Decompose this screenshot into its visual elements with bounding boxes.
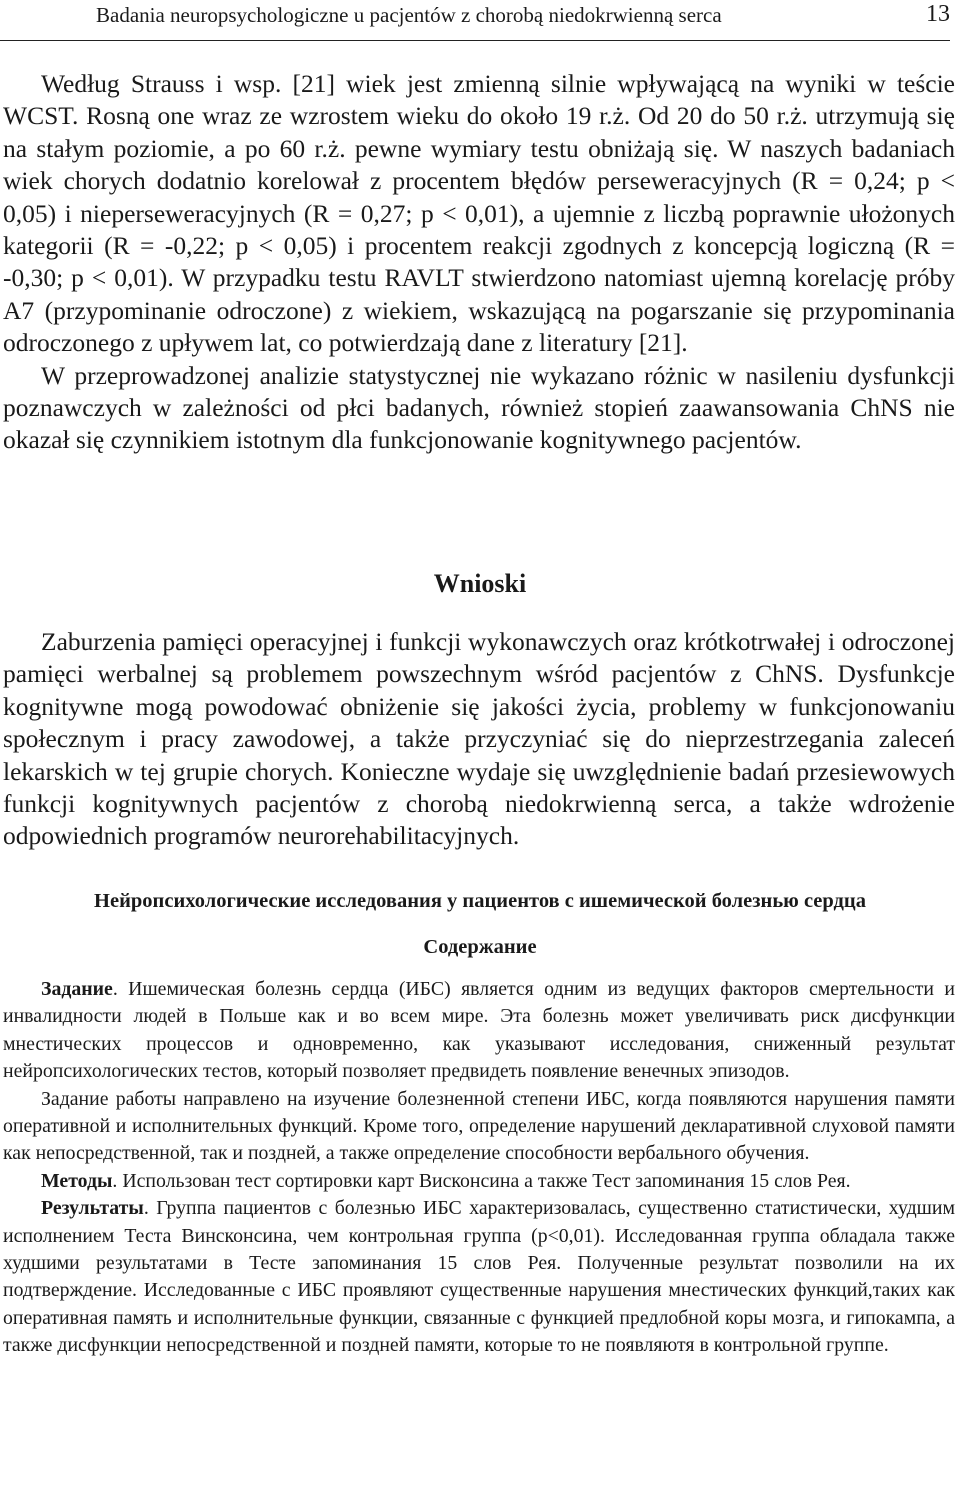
summary-subtitle: Содержание	[423, 936, 537, 958]
paragraph: W przeprowadzonej analizie statystycznej nie wykazano różnic w nasileniu dysfunkcji poznawczych w zależności od płci badanych, również stopień zaawansowania ChNS nie okazał się czynnikiem istotnym dla funkcjonowanie kognitywnego pacjentów.	[3, 360, 955, 455]
results-label: Результаты	[41, 1197, 144, 1220]
aim-text: . Ишемическая болезнь сердца (ИБС) является одним из ведущих факторов смертельности и инвалидности людей в Польше как и во всем мире. Эта болезнь может увеличивать риск дисфункции мнестических процессов и одновременно, как указывают исследования, сниженный результат нейропсихологических тестов, который позволяет предвидеть появление венечных эпизодов.	[3, 978, 955, 1083]
header-rule	[0, 40, 950, 41]
results-text: . Группа пациентов с болезнью ИБС характеризовалась, существенно статистически, худшим исполнением Теста Винсконсина, чем контрольная группа (p<0,01). Исследованная группа обладала также худшими результатами в Тесте запоминания 15 слов Рея. Полученные результат позволили на их подтверждение. Исследованные с ИБС проявляют существенные нарушения мнестических функций,таких как оперативная память и исполнительные функции, связанные с функцией предлобной коры мозга, и гипокампа, а также дисфункции непосредственной и поздней памяти, которые то не появляютя в контрольной группе.	[3, 1197, 955, 1357]
paragraph: Zaburzenia pamięci operacyjnej i funkcji wykonawczych oraz krótkotrwałej i odroczonej pamięci werbalnej są problemem powszechnym wśród pacjentów z ChNS. Dysfunkcje kognitywne mogą powodować obniżenie się jakości życia, problemy w funkcjonowaniu społecznym i pracy zawodowej, a także przyczyniać się do nieprzestrzegania zaleceń lekarskich w tej grupie chorych. Konieczne wydaje się uwzględnienie badań przesiewowych funkcji kognitywnych pacjentów z chorobą niedokrwienną serca, a także wdrożenie odpowiednich programów neurorehabilitacyjnych.	[3, 627, 955, 851]
page-number: 13	[926, 1, 950, 27]
paragraph	[3, 1195, 955, 1359]
methods-text: . Использован тест сортировки карт Висконсина а также Тест запоминания 15 слов Рея.	[112, 1169, 851, 1192]
running-head	[0, 0, 960, 40]
summary-title: Нейропсихологические исследования у пациентов с ишемической болезнью сердца	[94, 890, 866, 912]
conclusions-body	[3, 626, 955, 853]
polish-body	[3, 68, 955, 457]
running-head-title: Badania neuropsychologiczne u pacjentów z chorobą niedokrwienną serca	[96, 3, 722, 27]
paragraph: Задание работы направлено на изучение болезненной степени ИБС, когда появляются нарушения памяти оперативной и исполнительных функций. Кроме того, определение нарушений декларативной слуховой памяти как непосредственной, так и поздней, а также определение способности вербального обучения.	[3, 1087, 955, 1165]
paragraph: Według Strauss i wsp. [21] wiek jest zmienną silnie wpływającą na wyniki w teście WCST. Rosną one wraz ze wzrostem wieku do około 19 r.ż. Od 20 do 50 r.ż. utrzymują się na stałym poziomie, a po 60 r.ż. pewne wymiary testu obniżają się. W naszych badaniach wiek chorych dodatnio korelował z procentem błędów perseweracyjnych (R = 0,24; p < 0,05) i nieperseweracyjnych (R = 0,27; p < 0,01), a ujemnie z liczbą poprawnie ułożonych kategorii (R = -0,22; p < 0,05) i procentem reakcji zgodnych z koncepcją logiczną (R = -0,30; p < 0,01). W przypadku testu RAVLT stwierdzono natomiast ujemną korelację próby A7 (przypominanie odroczone) z wiekiem, wskazującą na pogarszanie się przypominania odroczonego z upływem lat, co potwierdzają dane z literatury [21].	[3, 69, 955, 358]
conclusions-heading: Wnioski	[433, 569, 527, 598]
summary-body	[3, 976, 955, 1360]
paragraph	[3, 976, 955, 1086]
aim-label: Задание	[41, 978, 113, 1000]
paragraph	[3, 1168, 955, 1195]
methods-label: Методы	[41, 1169, 113, 1192]
